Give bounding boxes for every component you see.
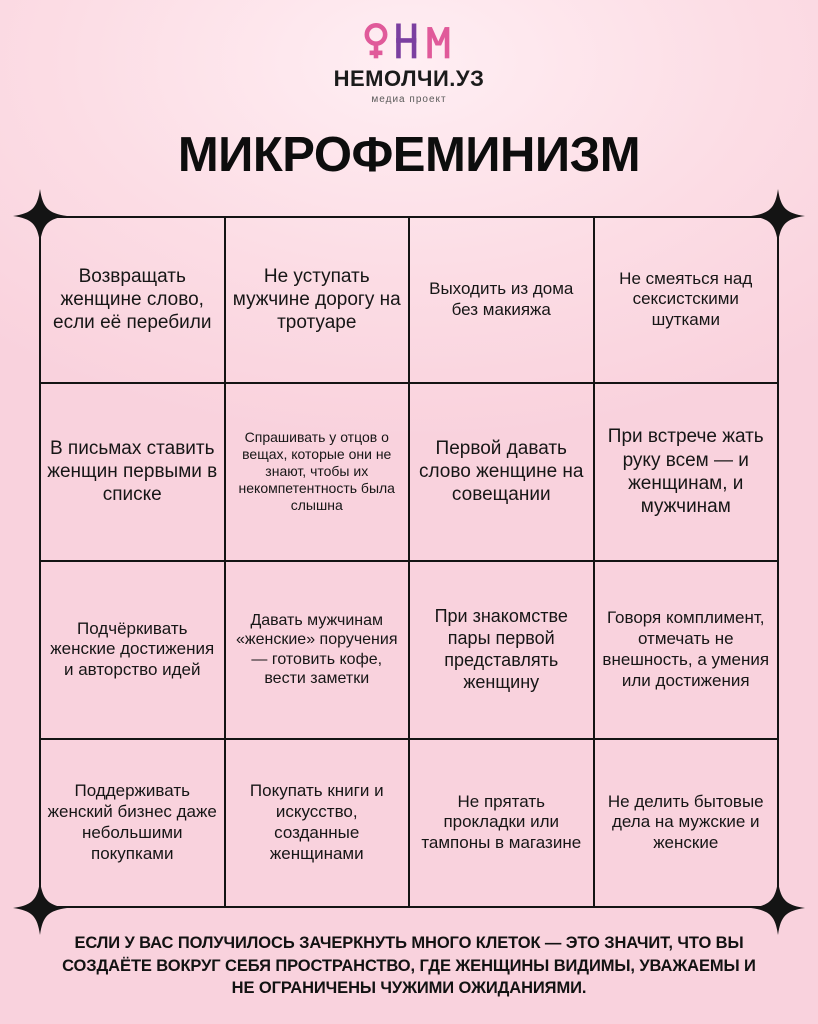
bingo-cell[interactable]: При знакомстве пары первой представлять женщину [409, 561, 594, 739]
brand-tagline: медиа проект [371, 94, 447, 105]
footer-note: ЕСЛИ У ВАС ПОЛУЧИЛОСЬ ЗАЧЕРКНУТЬ МНОГО КЛЕТОК — ЭТО ЗНАЧИТ, ЧТО ВЫ СОЗДАЁТЕ ВОКРУГ СЕБЯ ПРОСТРАНСТВО, ГДЕ ЖЕНЩИНЫ ВИДИМЫ, УВАЖАЕМЫ И НЕ ОГРАНИЧЕНЫ ЧУЖИМИ ОЖИДАНИЯМИ. [62, 933, 756, 998]
bingo-cell[interactable]: Поддерживать женский бизнес даже небольшими покупками [40, 739, 225, 907]
brand-name: НЕМОЛЧИ.УЗ [333, 66, 485, 91]
bingo-grid-wrapper [39, 216, 779, 908]
table-row [40, 561, 778, 739]
brand-header [0, 0, 818, 105]
page-title: МИКРОФЕМИНИЗМ [177, 128, 641, 182]
bingo-cell[interactable]: В письмах ставить женщин первыми в списке [40, 383, 225, 561]
bingo-cell[interactable]: Покупать книги и искусство, созданные женщинами [225, 739, 410, 907]
bingo-cell[interactable]: При встрече жать руку всем — и женщинам, и мужчинам [594, 383, 779, 561]
bingo-cell[interactable]: Первой давать слово женщине на совещании [409, 383, 594, 561]
bingo-cell[interactable]: Говоря комплимент, отмечать не внешность, а умения или достижения [594, 561, 779, 739]
bingo-cell[interactable]: Не прятать прокладки или тампоны в магазине [409, 739, 594, 907]
bingo-cell[interactable]: Не смеяться над сексистскими шутками [594, 217, 779, 383]
bingo-cell[interactable]: Возвращать женщине слово, если её перебили [40, 217, 225, 383]
table-row [40, 739, 778, 907]
bingo-cell[interactable]: Не уступать мужчине дорогу на тротуаре [225, 217, 410, 383]
table-row [40, 217, 778, 383]
bingo-cell[interactable]: Давать мужчинам «женские» поручения — готовить кофе, вести заметки [225, 561, 410, 739]
table-row [40, 383, 778, 561]
onm-monogram-icon [354, 18, 464, 62]
bingo-cell[interactable]: Не делить бытовые дела на мужские и женские [594, 739, 779, 907]
bingo-cell[interactable]: Спрашивать у отцов о вещах, которые они не знают, чтобы их некомпетентность была слышна [225, 383, 410, 561]
bingo-cell[interactable]: Выходить из дома без макияжа [409, 217, 594, 383]
bingo-cell[interactable]: Подчёркивать женские достижения и авторство идей [40, 561, 225, 739]
bingo-table [39, 216, 779, 908]
